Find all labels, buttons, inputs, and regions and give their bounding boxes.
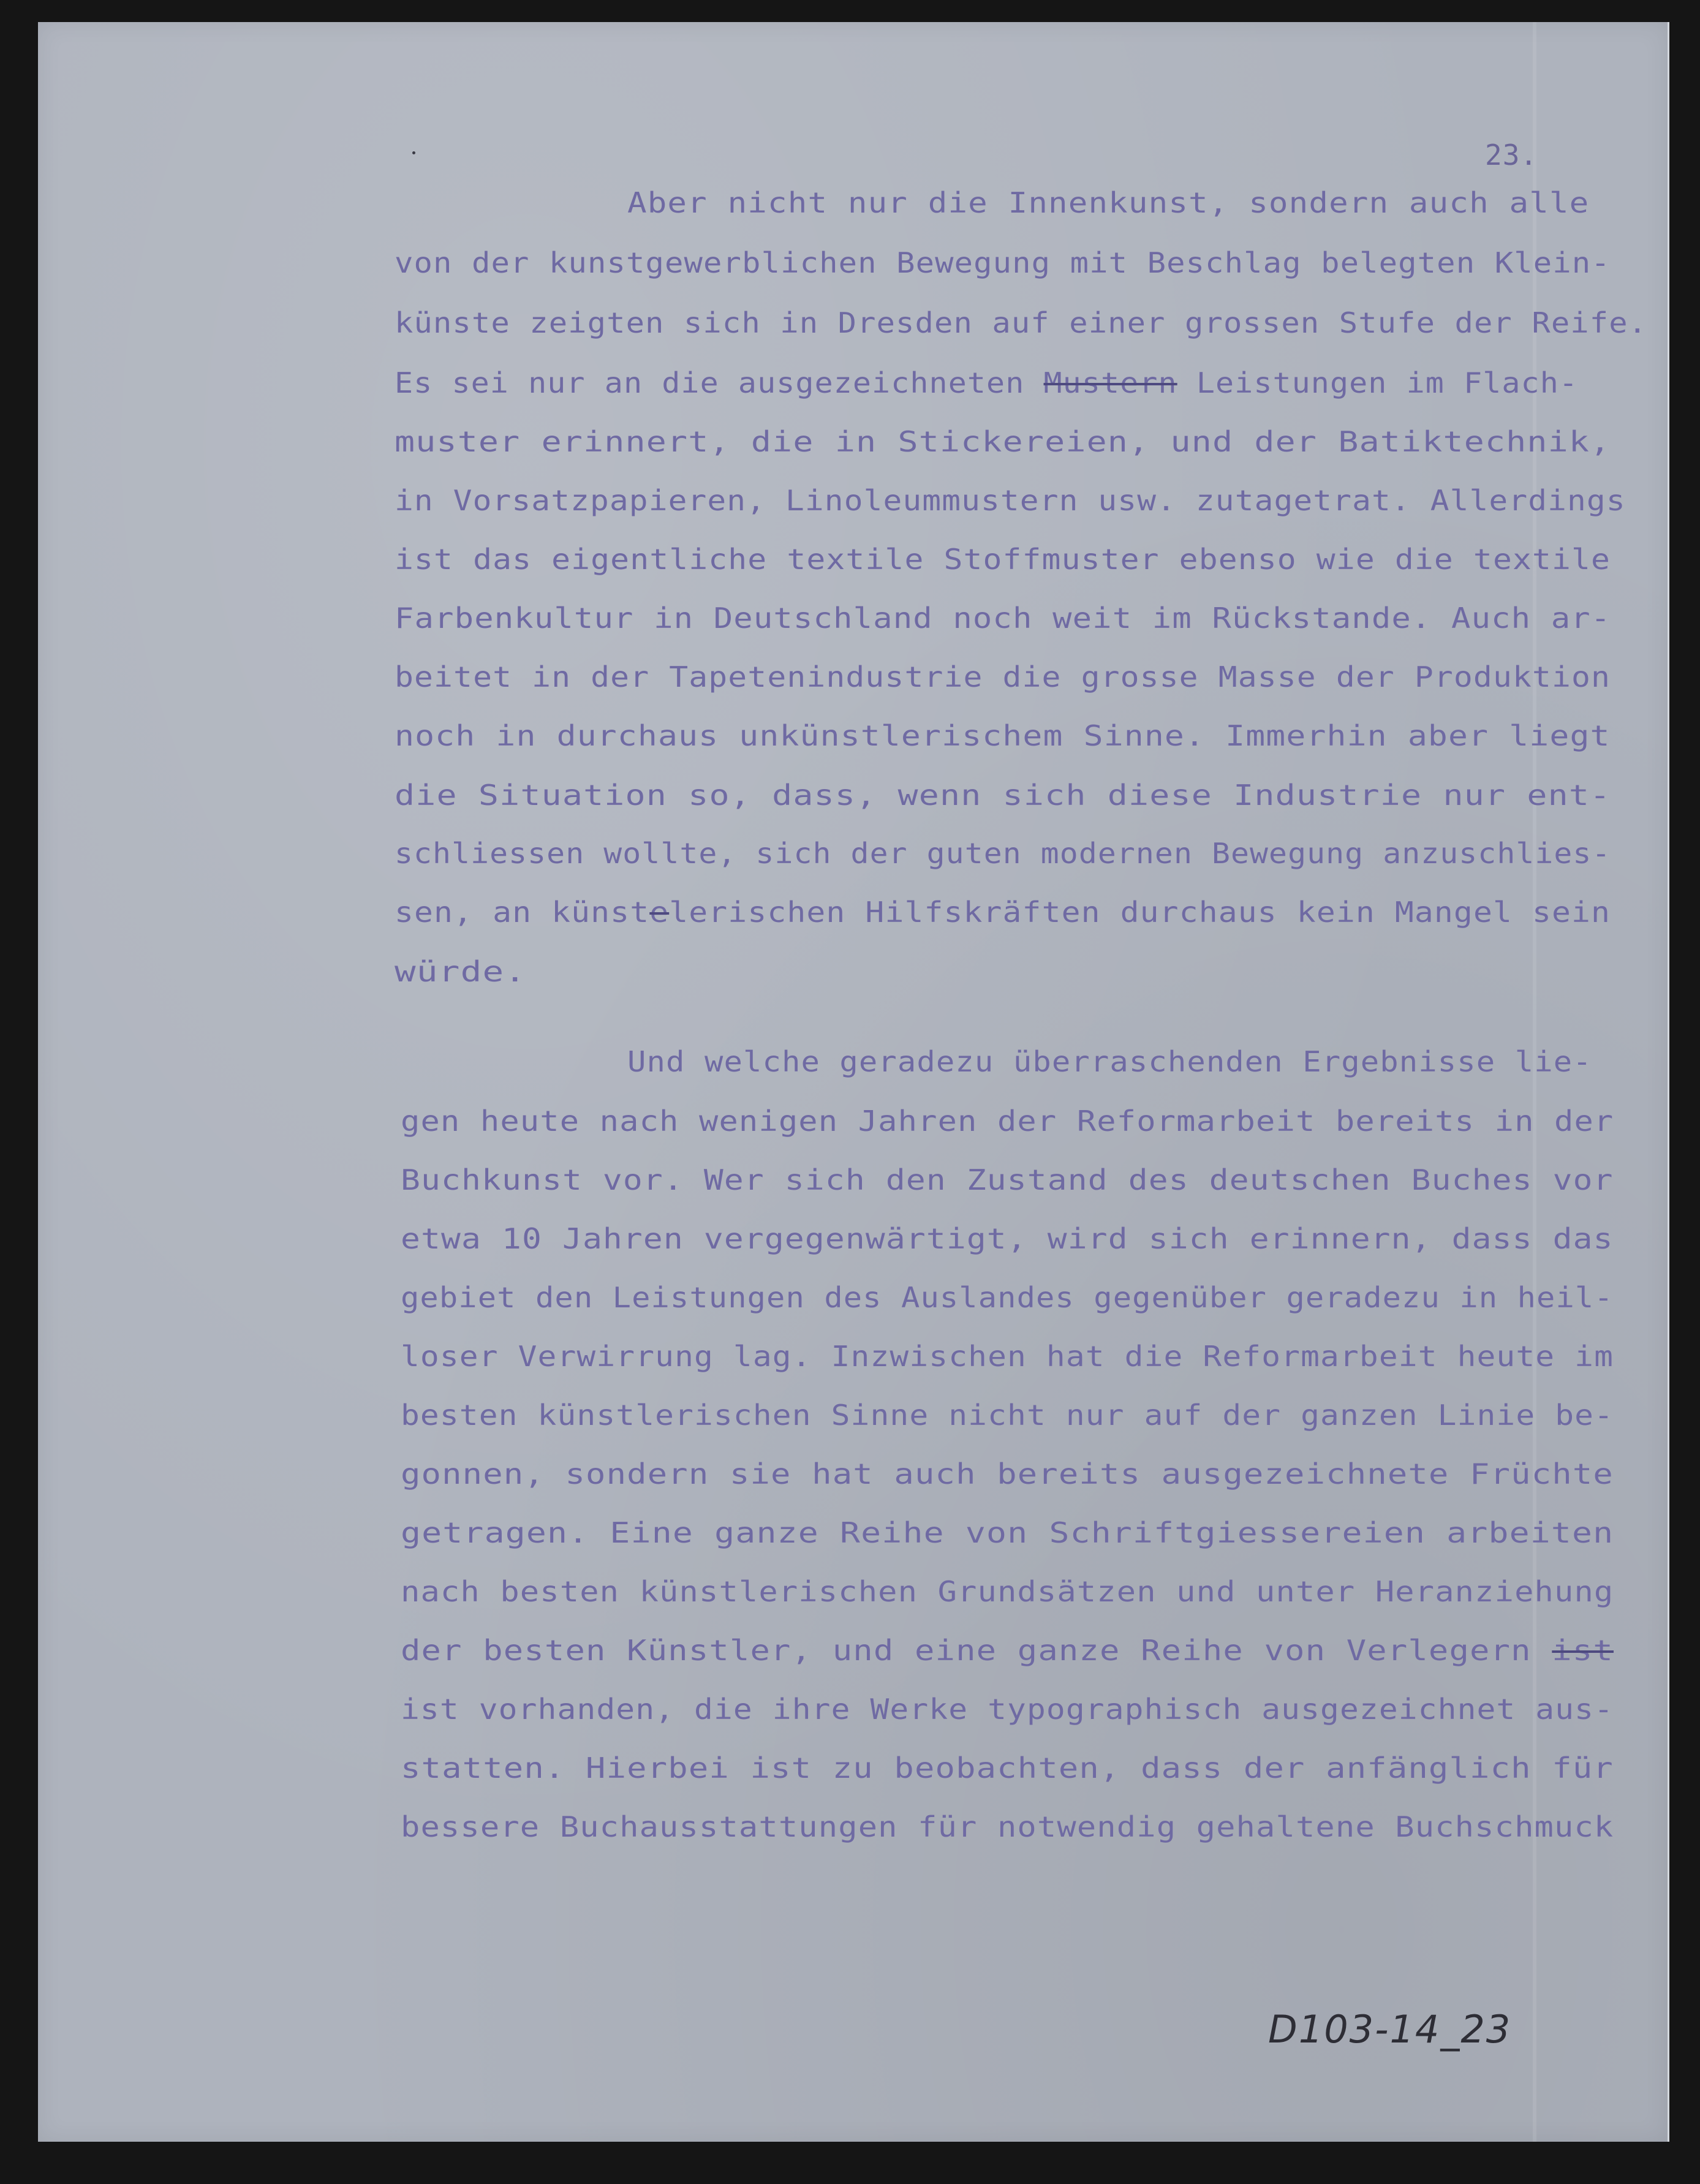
line-text: statten. Hierbei ist zu beobachten, dass der anfänglich für	[401, 1751, 1614, 1785]
line-text: Farbenkultur in Deutschland noch weit im Rückstande. Auch ar-	[395, 602, 1611, 635]
line-text: Aber nicht nur die Innenkunst, sondern auch alle	[627, 186, 1590, 219]
line-text: künste zeigten sich in Dresden auf einer grossen Stufe der Reife.	[395, 306, 1648, 339]
line-text: von der kunstgewerblichen Bewegung mit Beschlag belegten Klein-	[395, 246, 1611, 279]
text-line	[395, 482, 1626, 519]
typewritten-page	[38, 22, 1669, 2142]
line-text: gebiet den Leistungen des Auslandes gegenüber geradezu in heil-	[401, 1281, 1614, 1314]
text-line	[395, 541, 1611, 578]
line-text: in Vorsatzpapieren, Linoleummustern usw. zutagetrat. Allerdings	[395, 484, 1626, 517]
text-line	[401, 1338, 1614, 1375]
page-number: 23.	[1485, 138, 1538, 172]
line-text: loser Verwirrung lag. Inzwischen hat die Reformarbeit heute im	[401, 1340, 1614, 1373]
text-line	[395, 953, 526, 990]
text-line	[395, 304, 1647, 341]
text-line	[401, 1220, 1614, 1257]
text-line	[401, 1632, 1614, 1669]
line-text: nach besten künstlerischen Grundsätzen und unter Heranziehung	[401, 1575, 1614, 1608]
line-text: sen, an künst	[395, 896, 650, 929]
text-line	[401, 1103, 1614, 1139]
line-text: ist das eigentliche textile Stoffmuster ebenso wie die textile	[395, 543, 1611, 576]
line-text: gonnen, sondern sie hat auch bereits ausgezeichnete Früchte	[401, 1457, 1614, 1491]
text-line	[395, 835, 1611, 872]
text-line	[401, 1279, 1614, 1316]
body-text	[38, 22, 1668, 2142]
line-text-continued: lerischen Hilfskräften durchaus kein Mangel sein	[669, 896, 1611, 929]
line-text: Und welche geradezu überraschenden Ergebnisse lie-	[627, 1045, 1592, 1078]
line-text: schliessen wollte, sich der guten modernen Bewegung anzuschlies-	[395, 837, 1611, 870]
line-text: noch in durchaus unkünstlerischem Sinne. Immerhin aber liegt	[395, 719, 1611, 752]
text-line	[627, 184, 1589, 221]
text-line	[401, 1750, 1614, 1786]
struck-out-text: e	[649, 896, 670, 929]
text-line	[627, 1043, 1592, 1080]
text-line	[395, 894, 1611, 931]
text-line	[395, 659, 1611, 695]
line-text: etwa 10 Jahren vergegenwärtigt, wird sich erinnern, dass das	[401, 1222, 1614, 1255]
text-line	[395, 244, 1611, 281]
text-line	[395, 777, 1611, 814]
line-text-continued: Leistungen im Flach-	[1177, 366, 1579, 399]
line-text: Es sei nur an die ausgezeichneten	[395, 366, 1044, 399]
line-text: bessere Buchausstattungen für notwendig gehaltene Buchschmuck	[401, 1810, 1614, 1843]
text-line	[401, 1514, 1614, 1551]
text-line	[395, 365, 1578, 401]
line-text: beitet in der Tapetenindustrie die grosse Masse der Produktion	[395, 660, 1611, 693]
line-text: muster erinnert, die in Stickereien, und der Batiktechnik,	[395, 425, 1611, 458]
text-line	[401, 1456, 1614, 1492]
archive-signature: D103-14_23	[1268, 2007, 1512, 2052]
line-text: gen heute nach wenigen Jahren der Reformarbeit bereits in der	[401, 1105, 1614, 1138]
line-text: besten künstlerischen Sinne nicht nur auf der ganzen Linie be-	[401, 1399, 1614, 1432]
text-line	[395, 423, 1611, 460]
line-text: getragen. Eine ganze Reihe von Schriftgiessereien arbeiten	[401, 1516, 1614, 1549]
text-line	[401, 1573, 1614, 1610]
line-text: der besten Künstler, und eine ganze Reihe von Verlegern	[401, 1634, 1552, 1667]
line-text: ist vorhanden, die ihre Werke typographisch ausgezeichnet aus-	[401, 1693, 1614, 1726]
text-line	[401, 1397, 1614, 1434]
struck-out-text: Mustern	[1043, 366, 1177, 399]
line-text: Buchkunst vor. Wer sich den Zustand des deutschen Buches vor	[401, 1163, 1614, 1196]
text-line	[401, 1162, 1614, 1198]
line-text: würde.	[395, 955, 527, 988]
text-line	[401, 1808, 1614, 1845]
text-line	[401, 1691, 1614, 1728]
struck-out-text: ist	[1552, 1634, 1614, 1667]
text-line	[395, 717, 1611, 754]
line-text: die Situation so, dass, wenn sich diese Industrie nur ent-	[395, 779, 1611, 812]
text-line	[395, 600, 1611, 637]
